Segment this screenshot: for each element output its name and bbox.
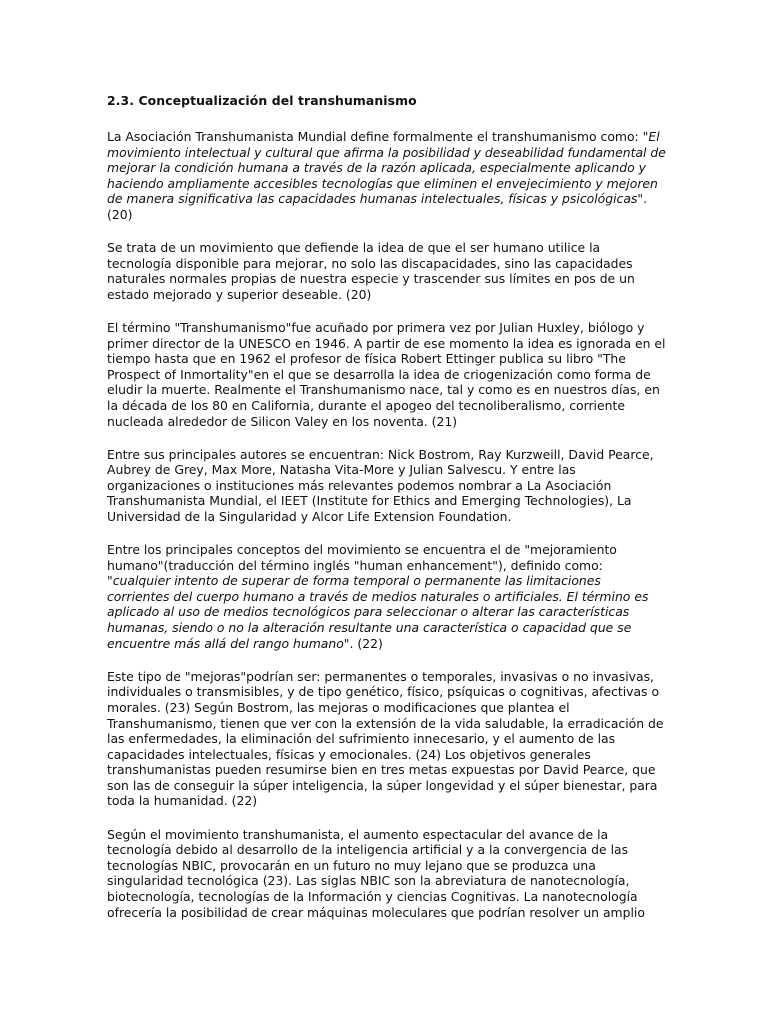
paragraph-improvements: Este tipo de "mejoras"podrían ser: permanentes o temporales, invasivas o no invasivas, individuales o transmisibles, y de tipo genético, físico, psíquicas o cognitivas, afectivas o morales. (23) Según Bostrom, las mejoras o modificaciones que plantea el Transhumanismo, tienen que ver con la extensión de la vida saludable, la erradicación de las enfermedades, la eliminación del sufrimiento innecesario, y el aumento de las capacidades intelectuales, físicas y emocionales. (24) Los objetivos generales transhumanistas pueden resumirse bien en tres metas expuestas por David Pearce, que son las de conseguir la súper inteligencia, la súper longevidad y el súper bienestar, para toda la humanidad. (22) [107,668,664,809]
paragraph-definition-intro: La Asociación Transhumanista Mundial define formalmente el transhumanismo como: " [107,129,649,144]
paragraph-definition-tail: ". (20) [107,191,648,222]
paragraph-definition [107,129,667,223]
paragraph-enhancement [107,542,667,651]
paragraph-definition-quote: El movimiento intelectual y cultural que afirma la posibilidad y deseabilidad fundamental de mejorar la condición humana a través de la razón aplicada, especialmente aplicando y haciendo ampliamente accesibles tecnologías que eliminen el envejecimiento y mejoren de manera significativa las capacidades humanas intelectuales, físicas y psicológicas [107,129,666,207]
section-heading: 2.3. Conceptualización del transhumanismo [107,93,417,108]
paragraph-movement: Se trata de un movimiento que defiende la idea de que el ser humano utilice la tecnología disponible para mejorar, no solo las discapacidades, sino las capacidades naturales normales propias de nuestra especie y trascender sus límites en pos de un estado mejorado y superior deseable. (20) [107,240,635,302]
document-body [107,93,667,938]
paragraph-enhancement-quote: cualquier intento de superar de forma temporal o permanente las limitaciones corrientes del cuerpo humano a través de medios naturales o artificiales. El término es aplicado al uso de medios tecnológicos para seleccionar o alterar las características humanas, siendo o no la alteración resultante una característica o capacidad que se encuentre más allá del rango humano [107,573,649,651]
paragraph-history: El término "Transhumanismo"fue acuñado por primera vez por Julian Huxley, biólogo y primer director de la UNESCO en 1946. A partir de ese momento la idea es ignorada en el tiempo hasta que en 1962 el profesor de física Robert Ettinger publica su libro "The Prospect of Inmortality"en el que se desarrolla la idea de criogenización como forma de eludir la muerte. Realmente el Transhumanismo nace, tal y como es en nuestros días, en la década de los 80 en California, durante el apogeo del tecnoliberalismo, corriente nucleada alrededor de Silicon Valey en los noventa. (21) [107,319,666,429]
paragraph-singularity: Según el movimiento transhumanista, el aumento espectacular del avance de la tecnología debido al desarrollo de la inteligencia artificial y a la convergencia de las tecnologías NBIC, provocarán en un futuro no muy lejano que se produzca una singularidad tecnológica (23). Las siglas NBIC son la abreviatura de nanotecnología, biotecnología, tecnologías de la Información y ciencias Cognitivas. La nanotecnología ofrecería la posibilidad de crear máquinas moleculares que podrían resolver un amplio [107,826,645,920]
paragraph-enhancement-tail: ". (22) [343,635,383,651]
paragraph-enhancement-intro: Entre los principales conceptos del movimiento se encuentra el de "mejoramiento humano"(traducción del término inglés "human enhancement"), definido como: " [107,542,617,589]
paragraph-authors: Entre sus principales autores se encuentran: Nick Bostrom, Ray Kurzweill, David Pearce, Aubrey de Grey, Max More, Natasha Vita-More y Julian Salvescu. Y entre las organizaciones o instituciones más relevantes podemos nombrar a La Asociación Transhumanista Mundial, el IEET (Institute for Ethics and Emerging Technologies), La Universidad de la Singularidad y Alcor Life Extension Foundation. [107,446,654,524]
